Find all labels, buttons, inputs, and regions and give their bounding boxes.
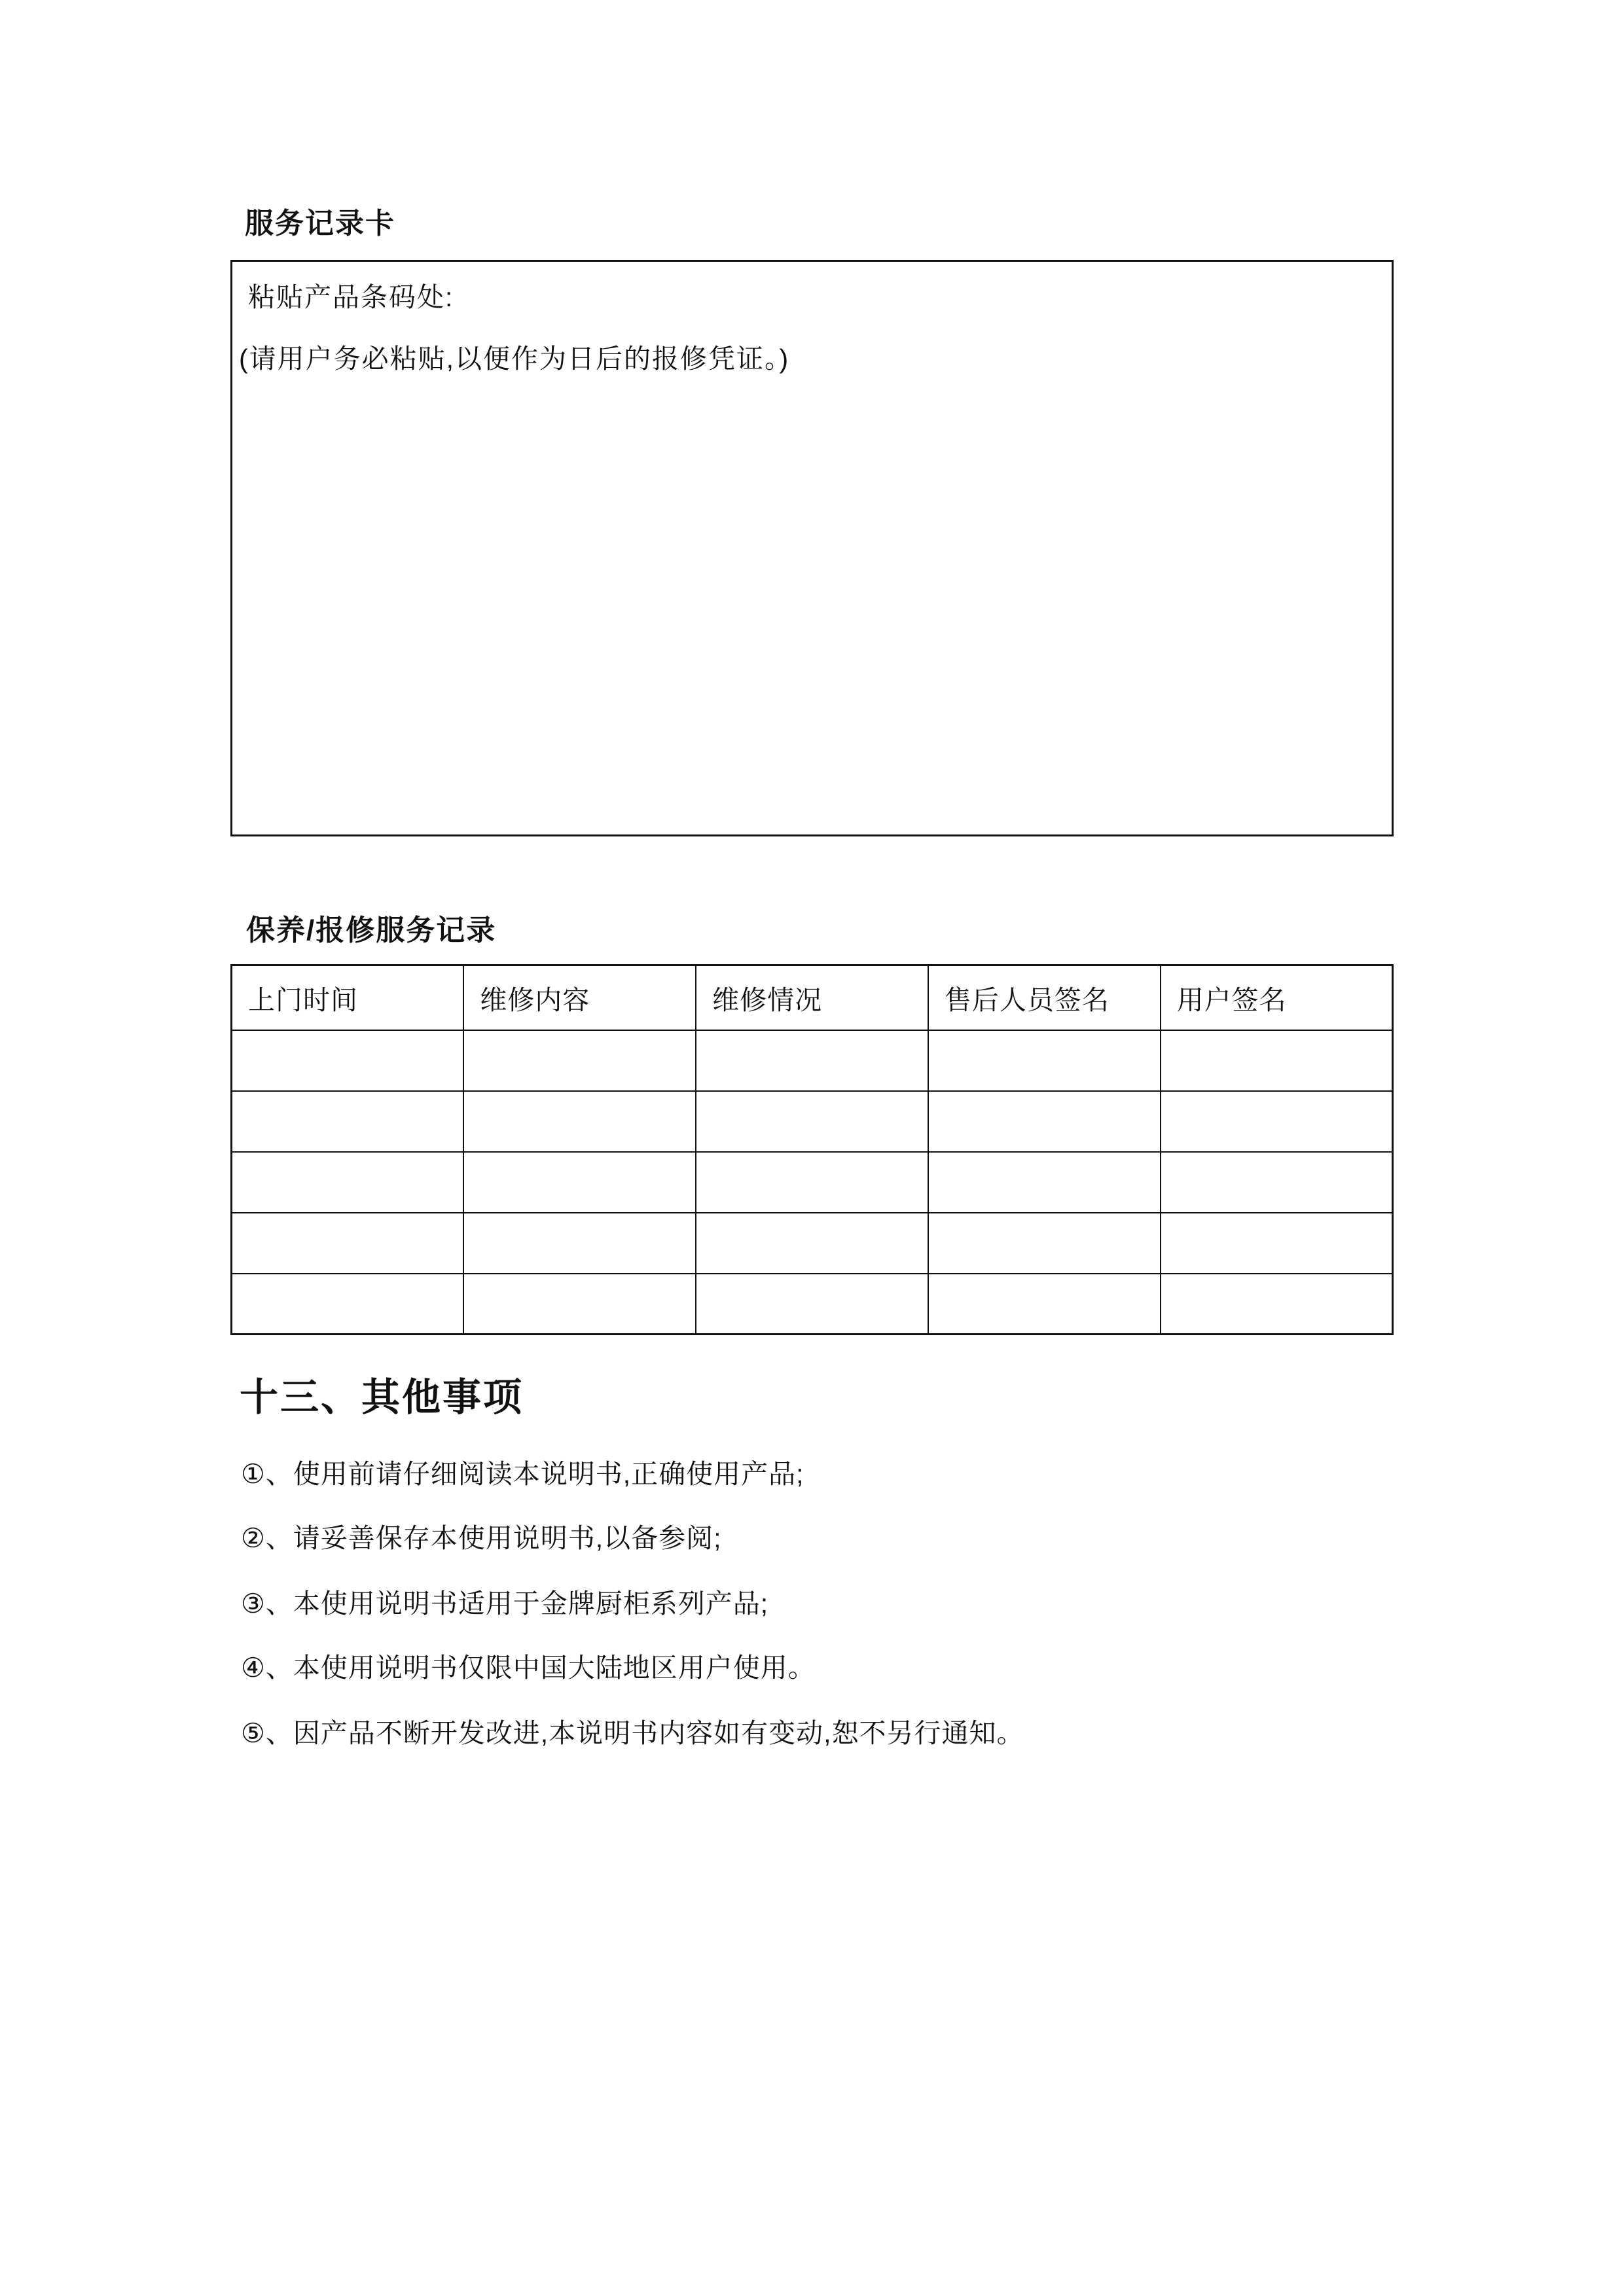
- empty-cell: [1161, 1091, 1393, 1152]
- empty-cell: [696, 1213, 928, 1274]
- empty-cell: [696, 1152, 928, 1213]
- empty-cell: [1161, 1274, 1393, 1335]
- service-card-title: 服务记录卡: [245, 207, 395, 240]
- note-item-5: ⑤、因产品不断开发改进,本说明书内容如有变动,恕不另行通知。: [241, 1718, 1024, 1748]
- empty-cell: [232, 1213, 464, 1274]
- service-record-body: [232, 1030, 1393, 1335]
- table-row: [232, 1152, 1393, 1213]
- empty-cell: [463, 1152, 696, 1213]
- empty-cell: [928, 1152, 1161, 1213]
- empty-cell: [696, 1030, 928, 1091]
- empty-cell: [928, 1030, 1161, 1091]
- empty-cell: [232, 1030, 464, 1091]
- service-record-title: 保养/报修服务记录: [246, 914, 497, 946]
- service-record-header: [232, 965, 1393, 1030]
- column-repair-content: 维修内容: [463, 965, 696, 1030]
- empty-cell: [463, 1091, 696, 1152]
- table-header-row: [232, 965, 1393, 1030]
- note-item-1: ①、使用前请仔细阅读本说明书,正确使用产品;: [241, 1459, 804, 1489]
- empty-cell: [928, 1274, 1161, 1335]
- empty-cell: [928, 1091, 1161, 1152]
- note-item-4: ④、本使用说明书仅限中国大陆地区用户使用。: [241, 1653, 816, 1683]
- other-notes-title: 十三、其他事项: [240, 1376, 524, 1419]
- empty-cell: [1161, 1213, 1393, 1274]
- empty-cell: [232, 1152, 464, 1213]
- note-item-2: ②、请妥善保存本使用说明书,以备参阅;: [241, 1523, 722, 1553]
- table-row: [232, 1213, 1393, 1274]
- empty-cell: [232, 1274, 464, 1335]
- empty-cell: [463, 1213, 696, 1274]
- column-visit-time: 上门时间: [232, 965, 464, 1030]
- empty-cell: [232, 1091, 464, 1152]
- empty-cell: [463, 1030, 696, 1091]
- empty-cell: [1161, 1152, 1393, 1213]
- empty-cell: [696, 1091, 928, 1152]
- barcode-paste-box: [230, 260, 1394, 836]
- barcode-box-label: 粘贴产品条码处:: [248, 282, 454, 312]
- column-repair-status: 维修情况: [696, 965, 928, 1030]
- table-row: [232, 1091, 1393, 1152]
- column-staff-signature: 售后人员签名: [928, 965, 1161, 1030]
- empty-cell: [928, 1213, 1161, 1274]
- service-record-table: [230, 964, 1394, 1335]
- empty-cell: [1161, 1030, 1393, 1091]
- empty-cell: [463, 1274, 696, 1335]
- column-user-signature: 用户签名: [1161, 965, 1393, 1030]
- table-row: [232, 1274, 1393, 1335]
- empty-cell: [696, 1274, 928, 1335]
- barcode-box-note: (请用户务必粘贴,以便作为日后的报修凭证。): [239, 344, 790, 374]
- note-item-3: ③、本使用说明书适用于金牌厨柜系列产品;: [241, 1588, 769, 1619]
- table-row: [232, 1030, 1393, 1091]
